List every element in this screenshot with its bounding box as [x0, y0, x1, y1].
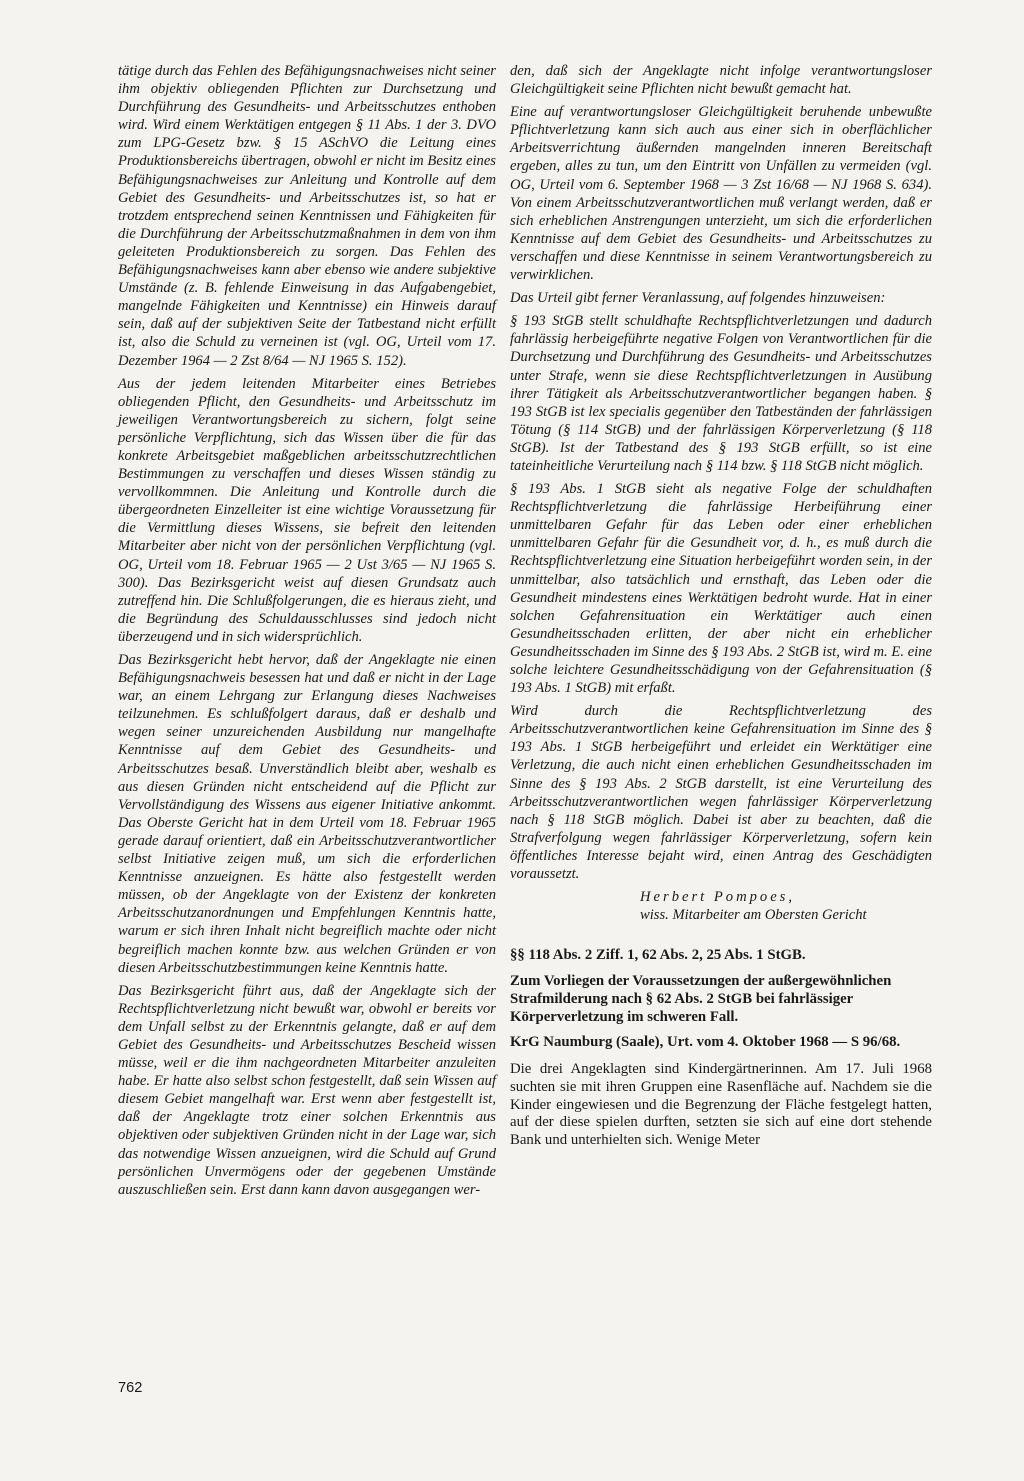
right-column: [510, 62, 932, 1154]
decision-court: KrG Naumburg (Saale), Urt. vom 4. Oktober 1968 — S 96/68.: [510, 1034, 901, 1051]
decision-headnote: Zum Vorliegen der Voraussetzungen der außergewöhnlichen Strafmilderung nach § 62 Abs. 2 StGB bei fahrlässiger Körperverletzung im schweren Fall.: [510, 972, 892, 1025]
right-paragraph-1: den, daß sich der Angeklagte nicht infolge verantwortungsloser Gleichgültigkeit seine Pflichten nicht bewußt gemacht hat.: [510, 63, 932, 98]
decision-body-paragraph: Die drei Angeklagten sind Kindergärtnerinnen. Am 17. Juli 1968 suchten sie mit ihren Gruppen eine Rasenfläche auf. Nachdem sie die Kinder eingewiesen und die Begrenzung der Fläche festgelegt hatten, auf der diese spielen durften, setzten sie sich auf eine dort stehende Bank und unterhielten sich. Wenige Meter: [510, 1061, 932, 1148]
signature: [510, 888, 932, 924]
right-paragraph-5: § 193 Abs. 1 StGB sieht als negative Folge der schuldhaften Rechtspflichtverletzung die fahrlässige Herbeiführung einer unmittelbaren Gefahr für das Leben oder einer erheblichen unmittelbaren Gefahr für die Gesundheit vor, d. h., es muß durch die Rechtspflichtverletzung eine Situation herbeigeführt worden sein, in der unmittelbar, also tatsächlich und ernsthaft, das Leben oder die Gesundheit mindestens eines Werktätigen bedroht wurde. Hat in einer solchen Gefahrensituation ein Werktätiger auch einen Gesundheitsschaden erlitten, der aber nicht ein erheblicher Gesundheitsschaden im Sinne des § 193 Abs. 2 StGB ist, wird m. E. eine solche leichtere Gesundheitsschädigung von der Gefahrensituation (§ 193 Abs. 1 StGB) mit erfaßt.: [510, 481, 932, 697]
left-column: [118, 62, 496, 1204]
commentary: [510, 62, 932, 883]
right-paragraph-2: Eine auf verantwortungsloser Gleichgültigkeit beruhende unbewußte Pflichtverletzung kann sich auch aus einer sich in oberflächlicher Arbeitsverrichtung äußernden mangelnden inneren Bereitschaft ergeben, alles zu tun, um den Eintritt von Unfällen zu vermeiden (vgl. OG, Urteil vom 6. September 1968 — 3 Zst 16/68 — NJ 1968 S. 634). Von einem Arbeitsschutzverantwortlichen muß verlangt werden, daß er sich erheblichen Anstrengungen unterzieht, um sich die erforderlichen Kenntnisse auf dem Gebiet des Gesundheits- und Arbeitsschutzes zu verschaffen und diese Kenntnisse in seinem Verantwortungsbereich zu verwirklichen.: [510, 104, 932, 284]
left-paragraph-4: Das Bezirksgericht führt aus, daß der Angeklagte sich der Rechtspflichtverletzung nicht bewußt war, obwohl er bereits vor dem Unfall selbst zu der Erkenntnis gelangte, daß er auf dem Gebiet des Gesundheits- und Arbeitsschutzes Bescheid wissen müsse, weil er die ihm nachgeordneten Mitarbeiter anzuleiten habe. Er hatte also selbst schon festgestellt, daß sein Wissen auf diesem Gebiet mangelhaft war. Erst wenn aber festgestellt ist, daß der Angeklagte trotz einer solchen Erkenntnis aus objektiven oder subjektiven Gründen nicht in der Lage war, sich das notwendige Wissen anzueignen, wird die Schuld auf Grund persönlichen Unvermögens oder der gegebenen Umstände auszuschließen sein. Erst dann kann davon ausgegangen wer-: [118, 982, 496, 1198]
right-paragraph-6: Wird durch die Rechtspflichtverletzung des Arbeitsschutzverantwortlichen keine Gefahrensituation im Sinne des § 193 Abs. 1 StGB herbeigeführt und erleidet ein Werktätiger eine Verletzung, die auch nicht einen erheblichen Gesundheitsschaden im Sinne des § 193 Abs. 2 StGB darstellt, ist eine Verurteilung des Arbeitsschutzverantwortlichen wegen fahrlässiger Körperverletzung nach § 118 StGB möglich. Dabei ist aber zu beachten, daß die Strafverfolgung wegen fahrlässiger Körperverletzung, sofern kein öffentliches Interesse bejaht wird, einen Antrag des Geschädigten voraussetzt.: [510, 703, 932, 883]
decision-body: [510, 1061, 932, 1149]
page-number: 762: [118, 1380, 143, 1396]
author-role: wiss. Mitarbeiter am Obersten Gericht: [640, 907, 867, 924]
left-paragraph-2: Aus der jedem leitenden Mitarbeiter eines Betriebes obliegenden Pflicht, den Gesundheits- und Arbeitsschutz im jeweiligen Verantwortungsbereich zu sichern, folgt seine persönliche Verpflichtung, sich das Wissen über die für das konkrete Arbeitsgebiet maßgeblichen arbeitsschutzrechtlichen Bestimmungen zu verschaffen und dieses Wissen ständig zu vervollkommnen. Die Anleitung und Kontrolle durch die übergeordneten Einzelleiter ist eine wichtige Voraussetzung für die Vermittlung dieses Wissens, sie befreit den leitenden Mitarbeiter aber nicht von der persönlichen Verpflichtung (vgl. OG, Urteil vom 18. Februar 1965 — 2 Ust 3/65 — NJ 1965 S. 300). Das Bezirksgericht weist auf diesen Grundsatz auch zutreffend hin. Die Schlußfolgerungen, die es hieraus zieht, und die Begründung des Schuldausschlusses sind jedoch nicht überzeugend und in sich widersprüchlich.: [118, 375, 496, 645]
decision-statutes: §§ 118 Abs. 2 Ziff. 1, 62 Abs. 2, 25 Abs. 1 StGB.: [510, 947, 806, 964]
right-paragraph-3: Das Urteil gibt ferner Veranlassung, auf folgendes hinzuweisen:: [510, 290, 886, 307]
left-paragraph-1: tätige durch das Fehlen des Befähigungsnachweises nicht seiner ihm objektiv obliegenden Pflichten zur Durchsetzung und Durchführung des Gesundheits- und Arbeitsschutzes enthoben wird. Wird einem Werktätigen entgegen § 11 Abs. 1 der 3. DVO zum LPG-Gesetz bzw. § 15 ASchVO die Leitung eines Produktionsbereichs übertragen, obwohl er nicht im Besitz eines Befähigungsnachweises zur Anleitung und Kontrolle auf dem Gebiet des Gesundheits- und Arbeitsschutzes ist, so hat er trotzdem entsprechend seinen Kenntnissen und Fähigkeiten für die Durchführung der Arbeitsschutzmaßnahmen in dem von ihm geleiteten Produktionsbereich zu sorgen. Das Fehlen des Befähigungsnachweises kann aber ebenso wie andere subjektive Umstände (z. B. fehlende Einweisung in das Aufgabengebiet, mangelnde Fähigkeiten und Kenntnisse) ein Hinweis darauf sein, daß auf der subjektiven Seite der Tatbestand nicht erfüllt ist, also die Schuld zu verneinen ist (vgl. OG, Urteil vom 17. Dezember 1964 — 2 Zst 8/64 — NJ 1965 S. 152).: [118, 63, 496, 369]
left-paragraph-3: Das Bezirksgericht hebt hervor, daß der Angeklagte nie einen Befähigungsnachweis besessen hat und daß er nicht in der Lage war, an einem Lehrgang zur Erlangung dieses Nachweises teilzunehmen. Es schlußfolgert daraus, daß er deshalb und wegen seiner unzureichenden Ausbildung nur mangelhafte Kenntnisse auf dem Gebiet des Gesundheits- und Arbeitsschutzes besaß. Unverständlich bleibt aber, weshalb es aus diesen Gründen nicht entscheidend auf die Pflicht zur Vervollständigung des Wissens aus eigener Initiative ankommt. Das Oberste Gericht hat in dem Urteil vom 18. Februar 1965 gerade darauf orientiert, daß ein Arbeitsschutzverantwortlicher selbst Initiative zeigen muß, um sich die erforderlichen Kenntnisse anzueignen. Es hätte also festgestellt werden müssen, ob der Angeklagte von der Existenz der konkreten Arbeitsschutzanordnungen und Empfehlungen Kenntnis hatte, warum er sich ihren Inhalt nicht begreiflich machte oder nicht begreiflich machen konnte bzw. aus welchen Gründen er von diesen Arbeitsschutzbestimmungen keine Kenntnis hatte.: [118, 652, 496, 976]
right-paragraph-4: § 193 StGB stellt schuldhafte Rechtspflichtverletzungen und dadurch fahrlässig herbeigeführte negative Folgen von Verantwortlichen für die Durchsetzung und Durchführung des Gesundheits- und Arbeitsschutzes unter Strafe, wenn sie diese Rechtspflichtverletzungen in Ausübung ihrer Tätigkeit als Arbeitsschutzverantwortlicher begangen haben. § 193 StGB ist lex specialis gegenüber den Tatbeständen der fahrlässigen Tötung (§ 114 StGB) und der fahrlässigen Körperverletzung (§ 118 StGB). Ist der Tatbestand des § 193 StGB erfüllt, so ist eine tateinheitliche Verurteilung nach § 114 bzw. § 118 StGB nicht möglich.: [510, 313, 932, 474]
decision-header: [510, 946, 932, 1051]
author-name: Herbert Pompoes,: [640, 889, 796, 906]
